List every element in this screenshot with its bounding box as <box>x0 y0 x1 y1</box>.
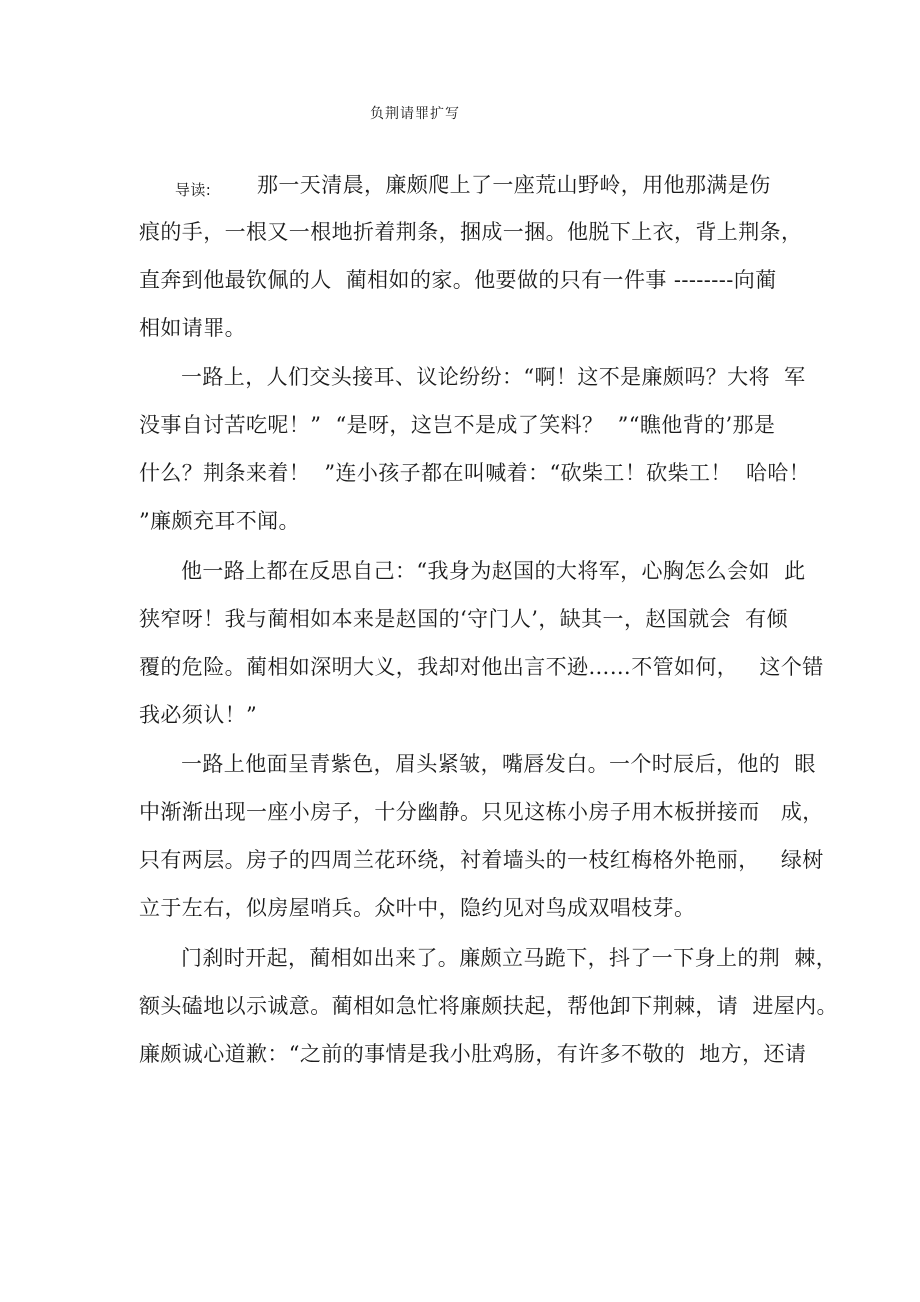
text-line: 一路上他面呈青紫色，眉头紧皱，嘴唇发白。一个时辰后，他的 眼 <box>181 752 816 776</box>
intro-label: 导读: <box>175 181 212 199</box>
text-line: 狭窄呀！我与蔺相如本来是赵国的‘守门人’，缺其一，赵国就会 有倾 <box>139 607 788 631</box>
text-line: 门刹时开起，蔺相如出来了。廉颇立马跪下，抖了一下身上的荆 棘， <box>181 946 838 970</box>
text-line: 什么？荆条来着！ ”连小孩子都在叫喊着：“砍柴工！砍柴工！ 哈哈！ <box>139 461 811 485</box>
document-title: 负荆请罪扩写 <box>370 106 460 122</box>
text-line: 那一天清晨，廉颇爬上了一座荒山野岭，用他那满是伤 <box>257 173 771 197</box>
text-line: 廉颇诚心道歉：“之前的事情是我小肚鸡肠，有许多不敬的 地方，还请 <box>139 1042 807 1066</box>
text-line: 直奔到他最钦佩的人 蔺相如的家。他要做的只有一件事 --------向蔺 <box>139 268 777 292</box>
text-line: 中渐渐出现一座小房子，十分幽静。只见这栋小房子用木板拼接而 成， <box>139 800 824 824</box>
text-line: 覆的危险。蔺相如深明大义，我却对他出言不逊……不管如何， 这个错 <box>139 655 824 679</box>
text-line: 我必须认！” <box>139 703 258 727</box>
text-line: 痕的手，一根又一根地折着荆条，捆成一捆。他脱下上衣，背上荆条， <box>139 220 803 244</box>
text-line: 额头磕地以示诚意。蔺相如急忙将廉颇扶起，帮他卸下荆棘，请 进屋内。 <box>139 994 838 1018</box>
text-line: 没事自讨苦吃呢！” “是呀，这岂不是成了笑料？ ”“瞧他背的’那是 <box>139 413 776 437</box>
text-line: 相如请罪。 <box>139 316 246 340</box>
text-line: 立于左右，似房屋哨兵。众叶中，隐约见对鸟成双唱枝芽。 <box>139 896 696 920</box>
text-line: 一路上，人们交头接耳、议论纷纷：“啊！这不是廉颇吗？大将 军 <box>181 365 806 389</box>
text-line: ”廉颇充耳不闻。 <box>139 509 300 533</box>
text-line: 只有两层。房子的四周兰花环绕，衬着墙头的一枝红梅格外艳丽， 绿树 <box>139 848 824 872</box>
text-line: 他一路上都在反思自己：“我身为赵国的大将军，心胸怎么会如 此 <box>181 559 806 583</box>
